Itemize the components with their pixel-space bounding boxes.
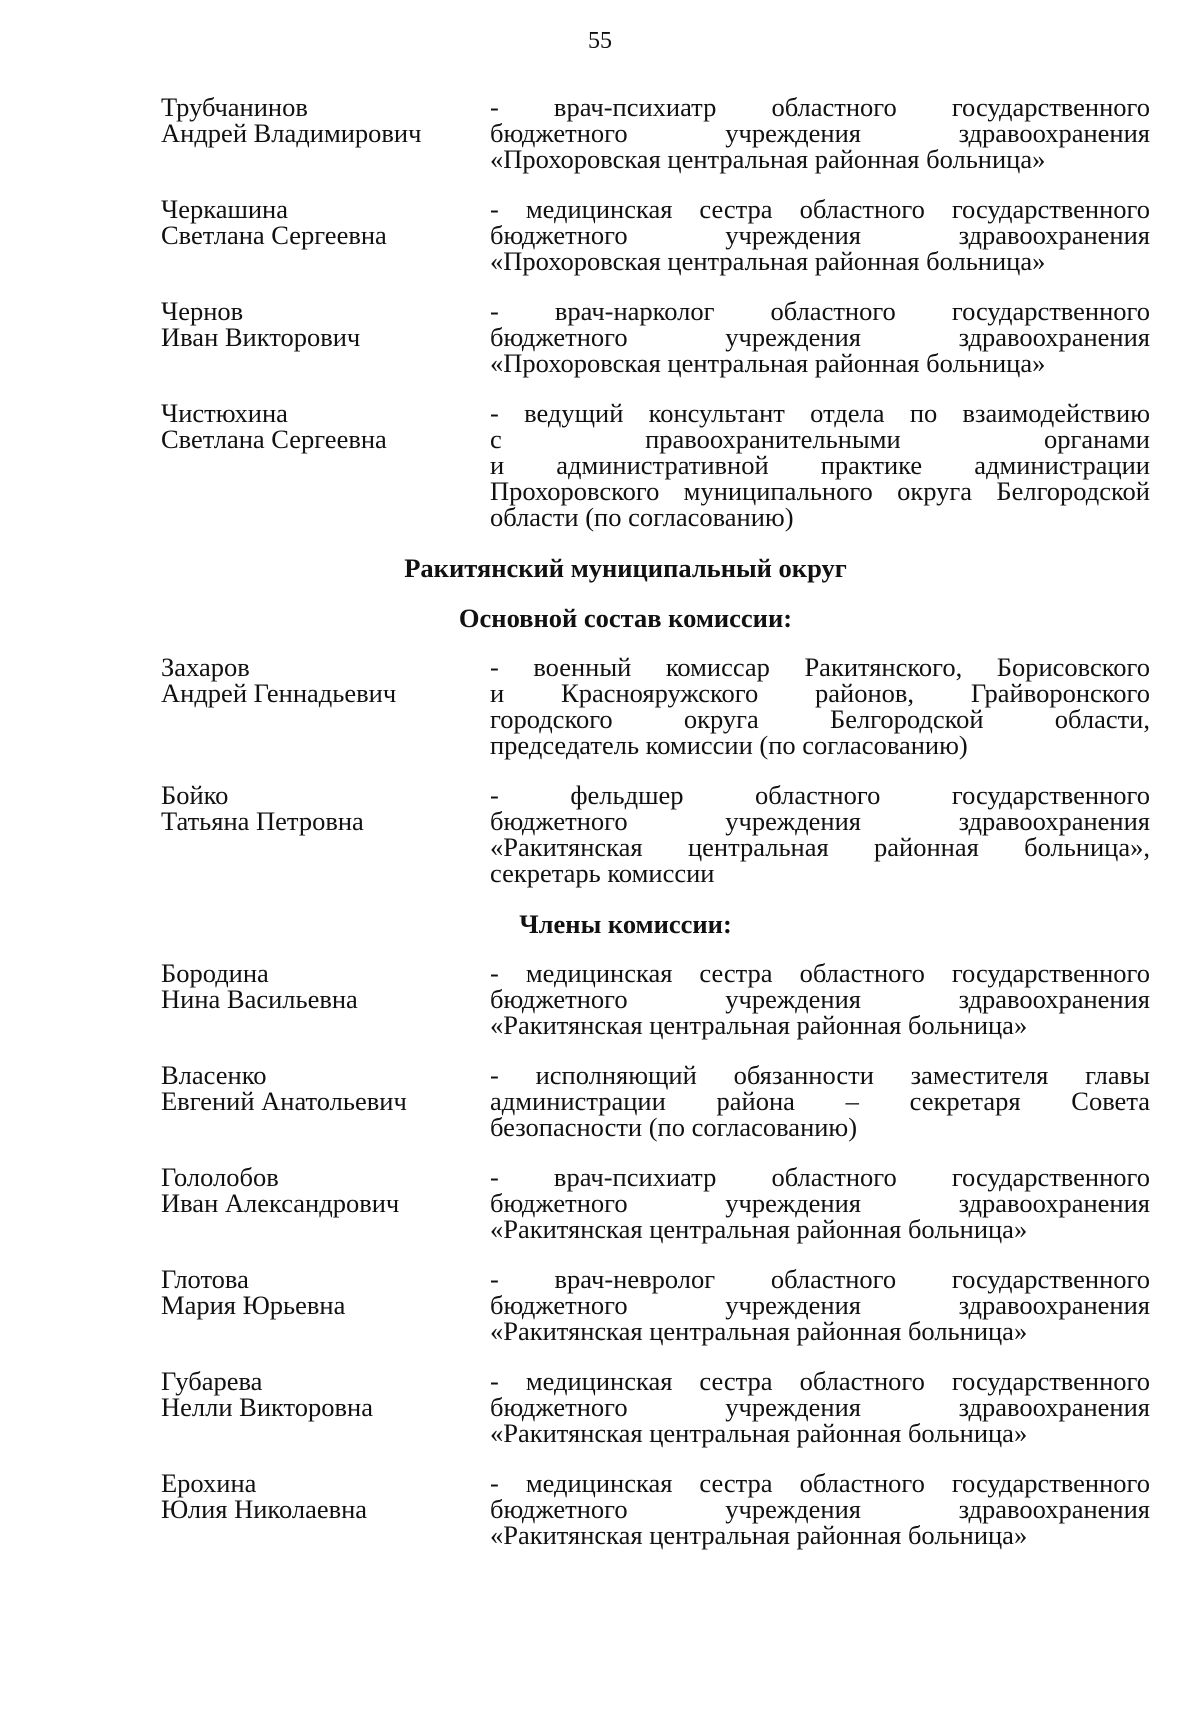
member-position (490, 782, 1150, 886)
members-heading: Члены комиссии: (519, 909, 732, 939)
position-line: - военный комиссар Ракитянского, Борисовского (490, 652, 1150, 682)
position-line: бюджетного учреждения здравоохранения (490, 118, 1150, 148)
member-entry (161, 1368, 1150, 1446)
position-line: председатель комиссии (по согласованию) (490, 730, 968, 760)
position-line: «Ракитянская центральная районная больница» (490, 1214, 1028, 1244)
position-line: «Прохоровская центральная районная больница» (490, 348, 1046, 378)
member-position (490, 1470, 1150, 1548)
position-line: бюджетного учреждения здравоохранения (490, 220, 1150, 250)
position-line: - медицинская сестра областного государственного (490, 1468, 1150, 1498)
member-name (161, 94, 490, 146)
member-position (490, 298, 1150, 376)
member-given-names: Юлия Николаевна (161, 1494, 368, 1524)
member-surname: Чистюхина (161, 398, 288, 428)
position-line: бюджетного учреждения здравоохранения (490, 806, 1150, 836)
position-line: городского округа Белгородской области, (490, 704, 1150, 734)
position-line: - исполняющий обязанности заместителя главы (490, 1060, 1150, 1090)
member-surname: Губарева (161, 1366, 263, 1396)
member-position (490, 196, 1150, 274)
member-given-names: Андрей Геннадьевич (161, 678, 397, 708)
member-entry (161, 298, 1150, 376)
position-line: бюджетного учреждения здравоохранения (490, 322, 1150, 352)
member-name (161, 400, 490, 452)
member-name (161, 1470, 490, 1522)
position-line: - медицинская сестра областного государственного (490, 194, 1150, 224)
member-given-names: Иван Викторович (161, 322, 361, 352)
member-entry (161, 1062, 1150, 1140)
position-line: безопасности (по согласованию) (490, 1112, 858, 1142)
member-position (490, 1266, 1150, 1344)
position-line: бюджетного учреждения здравоохранения (490, 1188, 1150, 1218)
member-surname: Трубчанинов (161, 92, 308, 122)
position-line: «Ракитянская центральная районная больница» (490, 1418, 1028, 1448)
member-surname: Бородина (161, 958, 269, 988)
position-line: и Краснояружского районов, Грайворонского (490, 678, 1150, 708)
member-name (161, 1368, 490, 1420)
member-position (490, 960, 1150, 1038)
position-line: «Ракитянская центральная районная больница» (490, 1010, 1028, 1040)
member-surname: Глотова (161, 1264, 249, 1294)
position-line: «Прохоровская центральная районная больница» (490, 246, 1046, 276)
member-surname: Ерохина (161, 1468, 257, 1498)
member-surname: Черкашина (161, 194, 289, 224)
position-line: Прохоровского муниципального округа Белгородской (490, 476, 1150, 506)
member-position (490, 1164, 1150, 1242)
position-line: - врач-психиатр областного государственного (490, 1162, 1150, 1192)
position-line: - врач-нарколог областного государственного (490, 296, 1150, 326)
member-given-names: Светлана Сергеевна (161, 424, 387, 454)
position-line: - врач-психиатр областного государственного (490, 92, 1150, 122)
member-surname: Захаров (161, 652, 250, 682)
member-given-names: Евгений Анатольевич (161, 1086, 407, 1116)
member-name (161, 196, 490, 248)
member-entry (161, 94, 1150, 172)
member-given-names: Светлана Сергеевна (161, 220, 387, 250)
position-line: бюджетного учреждения здравоохранения (490, 1392, 1150, 1422)
position-line: бюджетного учреждения здравоохранения (490, 1494, 1150, 1524)
position-line: бюджетного учреждения здравоохранения (490, 1290, 1150, 1320)
member-given-names: Нина Васильевна (161, 984, 358, 1014)
position-line: с правоохранительными органами (490, 424, 1150, 454)
member-position (490, 1062, 1150, 1140)
member-given-names: Татьяна Петровна (161, 806, 364, 836)
position-line: - медицинская сестра областного государственного (490, 958, 1150, 988)
member-surname: Чернов (161, 296, 244, 326)
member-name (161, 298, 490, 350)
member-position (490, 400, 1150, 530)
member-entry (161, 782, 1150, 886)
position-line: и административной практике администрации (490, 450, 1150, 480)
member-entry (161, 960, 1150, 1038)
member-given-names: Мария Юрьевна (161, 1290, 346, 1320)
member-surname: Власенко (161, 1060, 267, 1090)
member-surname: Бойко (161, 780, 229, 810)
member-position (490, 94, 1150, 172)
member-given-names: Нелли Викторовна (161, 1392, 373, 1422)
member-entry (161, 1266, 1150, 1344)
position-line: администрации района – секретаря Совета (490, 1086, 1150, 1116)
position-line: - ведущий консультант отдела по взаимодействию (490, 398, 1150, 428)
position-line: - медицинская сестра областного государственного (490, 1366, 1150, 1396)
member-name (161, 1266, 490, 1318)
position-line: - врач-невролог областного государственного (490, 1264, 1150, 1294)
position-line: - фельдшер областного государственного (490, 780, 1150, 810)
member-name (161, 782, 490, 834)
main-composition-heading: Основной состав комиссии: (458, 603, 793, 633)
member-position (490, 654, 1150, 758)
position-line: «Ракитянская центральная районная больница» (490, 1316, 1028, 1346)
position-line: «Прохоровская центральная районная больница» (490, 144, 1046, 174)
member-name (161, 960, 490, 1012)
position-line: «Ракитянская центральная районная больница», (490, 832, 1150, 862)
member-entry (161, 1164, 1150, 1242)
document-body (161, 94, 1150, 1548)
member-entry (161, 1470, 1150, 1548)
district-heading: Ракитянский муниципальный округ (404, 553, 847, 583)
page-number: 55 (588, 28, 612, 54)
position-line: бюджетного учреждения здравоохранения (490, 984, 1150, 1014)
position-line: «Ракитянская центральная районная больница» (490, 1520, 1028, 1550)
member-position (490, 1368, 1150, 1446)
member-entry (161, 654, 1150, 758)
member-given-names: Андрей Владимирович (161, 118, 422, 148)
position-line: секретарь комиссии (490, 858, 715, 888)
member-entry (161, 196, 1150, 274)
position-line: области (по согласованию) (490, 502, 794, 532)
member-name (161, 654, 490, 706)
member-surname: Гололобов (161, 1162, 279, 1192)
member-entry (161, 400, 1150, 530)
member-name (161, 1062, 490, 1114)
member-given-names: Иван Александрович (161, 1188, 400, 1218)
member-name (161, 1164, 490, 1216)
